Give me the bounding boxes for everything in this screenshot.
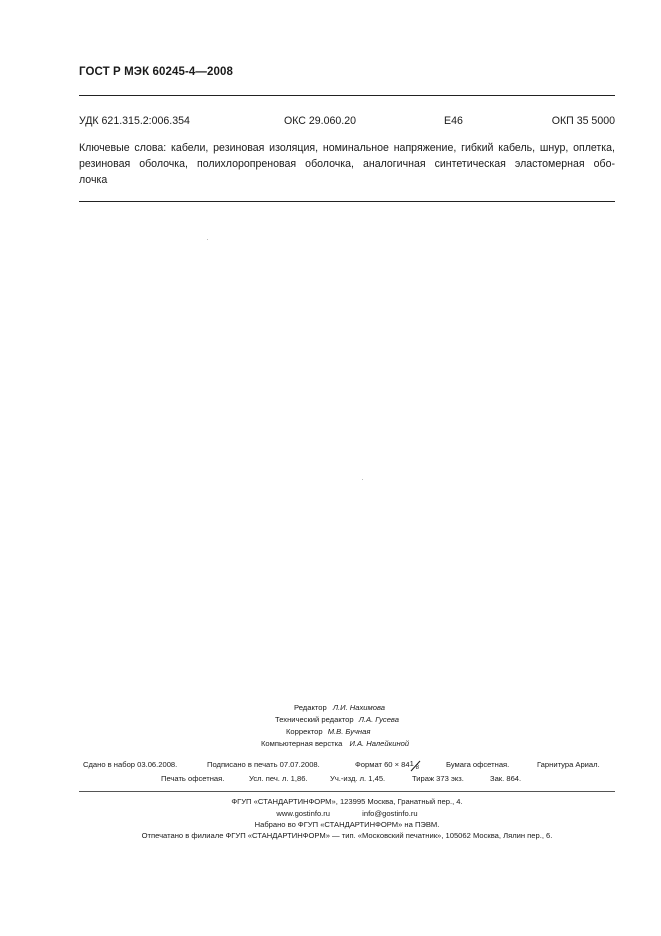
tech-editor-name: Л.А. Гусева [358, 715, 399, 724]
document-code: ГОСТ Р МЭК 60245-4—2008 [79, 66, 233, 78]
format-prefix: Формат 60 × 84 [355, 760, 410, 769]
imprint-row-2 [0, 774, 661, 786]
keywords-line-3: лочка [79, 174, 108, 186]
corrector-name: М.В. Бучная [327, 727, 371, 736]
okp-code: ОКП 35 5000 [551, 115, 615, 127]
publisher-address: ФГУП «СТАНДАРТИНФОРМ», 123995 Москва, Гранатный пер., 4. [231, 797, 463, 806]
keywords-line-1: Ключевые слова: кабели, резиновая изоляция, номинальное напряжение, гибкий кабель, шнур, оплетка, [79, 142, 615, 154]
scan-speck [207, 239, 208, 240]
paper-type: Бумага офсетная. [446, 760, 510, 769]
scan-speck [362, 479, 363, 480]
printing-house: Отпечатано в филиале ФГУП «СТАНДАРТИНФОРМ» — тип. «Московский печатник», 105062 Москва, Лялин пер., 6. [141, 831, 553, 840]
layout-label: Компьютерная верстка [261, 739, 343, 748]
typeset-date: Сдано в набор 03.06.2008. [83, 760, 178, 769]
typesetting-note: Набрано во ФГУП «СТАНДАРТИНФОРМ» на ПЭВМ. [254, 820, 440, 829]
keywords-line-2: резиновая оболочка, полихлоропреновая оболочка, аналогичная синтетическая эластомерная обо- [79, 158, 615, 170]
editor-name: Л.И. Нахимова [332, 703, 385, 712]
print-type: Печать офсетная. [161, 774, 225, 783]
publisher-website: www.gostinfo.ru [276, 809, 331, 818]
editor-row [294, 702, 385, 714]
imprint-row-1 [0, 760, 661, 772]
printed-sheets: Усл. печ. л. 1,86. [249, 774, 308, 783]
top-divider [79, 95, 615, 96]
layout-row [261, 738, 409, 750]
print-run: Тираж 373 экз. [412, 774, 464, 783]
imprint-divider [79, 791, 615, 792]
corrector-label: Корректор [286, 727, 323, 736]
publisher-email: info@gostinfo.ru [362, 809, 418, 818]
typeface: Гарнитура Ариал. [537, 760, 600, 769]
oks-code: ОКС 29.060.20 [284, 115, 357, 127]
tech-editor-label: Технический редактор [275, 715, 354, 724]
group-code: Е46 [444, 115, 463, 127]
signed-date: Подписано в печать 07.07.2008. [207, 760, 320, 769]
classification-row [79, 115, 615, 129]
bottom-divider [79, 201, 615, 202]
format-info [355, 759, 419, 771]
format-fraction [410, 760, 421, 772]
tech-editor-row [275, 714, 399, 726]
editor-label: Редактор [294, 703, 327, 712]
format-denominator: 8 [415, 765, 419, 771]
order-number: Зак. 864. [490, 774, 522, 783]
layout-name: И.А. Налейкиной [349, 739, 410, 748]
publication-sheets: Уч.-изд. л. 1,45. [330, 774, 386, 783]
keywords-block [79, 140, 615, 188]
corrector-row [286, 726, 370, 738]
publisher-contacts [79, 809, 615, 818]
format-numerator: 1 [409, 759, 414, 768]
udk-code: УДК 621.315.2:006.354 [79, 115, 190, 127]
